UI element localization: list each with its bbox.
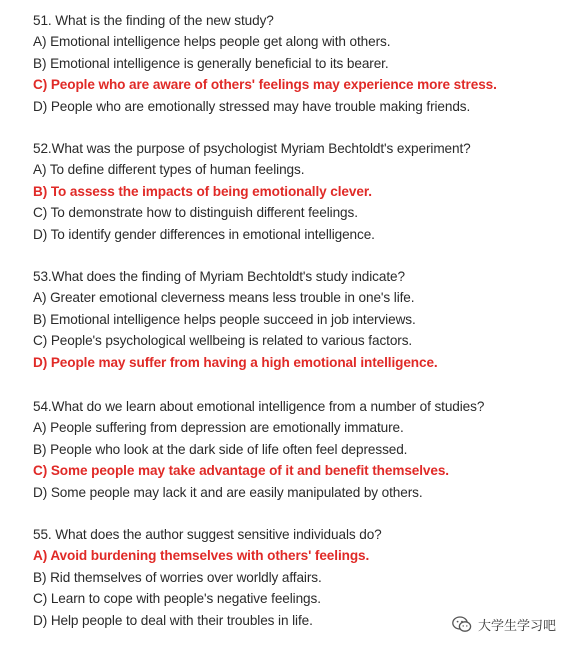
option-a: A) People suffering from depression are emotionally immature. (33, 420, 404, 436)
option-b: B) Rid themselves of worries over worldly affairs. (33, 569, 322, 585)
question-prompt: 54.What do we learn about emotional intelligence from a number of studies? (33, 399, 485, 414)
option-a-answer: A) Avoid burdening themselves with others' feelings. (33, 548, 370, 564)
option-d-answer: D) People may suffer from having a high emotional intelligence. (33, 354, 438, 370)
option-d: D) To identify gender differences in emotional intelligence. (33, 226, 375, 242)
option-a: A) To define different types of human feelings. (33, 162, 305, 178)
option-a: A) Emotional intelligence helps people get along with others. (33, 34, 391, 50)
question-53 (33, 266, 553, 373)
question-51 (33, 10, 553, 117)
option-c: C) Learn to cope with people's negative feelings. (33, 591, 321, 607)
option-c: C) To demonstrate how to distinguish different feelings. (33, 205, 358, 221)
question-prompt: 52.What was the purpose of psychologist Myriam Bechtoldt's experiment? (33, 141, 471, 156)
option-d: D) Some people may lack it and are easily manipulated by others. (33, 484, 423, 500)
watermark-text: 大学生学习吧 (477, 619, 556, 634)
option-d: D) People who are emotionally stressed may have trouble making friends. (33, 98, 471, 114)
option-b: B) People who look at the dark side of life often feel depressed. (33, 441, 408, 457)
option-c-answer: C) Some people may take advantage of it and benefit themselves. (33, 463, 449, 479)
watermark (452, 615, 556, 634)
option-a: A) Greater emotional cleverness means less trouble in one's life. (33, 290, 415, 306)
question-prompt: 51. What is the finding of the new study? (33, 13, 274, 28)
wechat-icon (452, 616, 472, 633)
option-b: B) Emotional intelligence helps people succeed in job interviews. (33, 311, 416, 327)
question-52 (33, 138, 553, 245)
option-b: B) Emotional intelligence is generally beneficial to its bearer. (33, 55, 389, 71)
option-c: C) People's psychological wellbeing is related to various factors. (33, 333, 413, 349)
question-prompt: 53.What does the finding of Myriam Bechtoldt's study indicate? (33, 269, 405, 284)
option-d: D) Help people to deal with their troubles in life. (33, 612, 313, 628)
option-c-answer: C) People who are aware of others' feelings may experience more stress. (33, 77, 497, 93)
question-54 (33, 396, 553, 503)
option-b-answer: B) To assess the impacts of being emotionally clever. (33, 183, 372, 199)
question-prompt: 55. What does the author suggest sensitive individuals do? (33, 527, 382, 542)
